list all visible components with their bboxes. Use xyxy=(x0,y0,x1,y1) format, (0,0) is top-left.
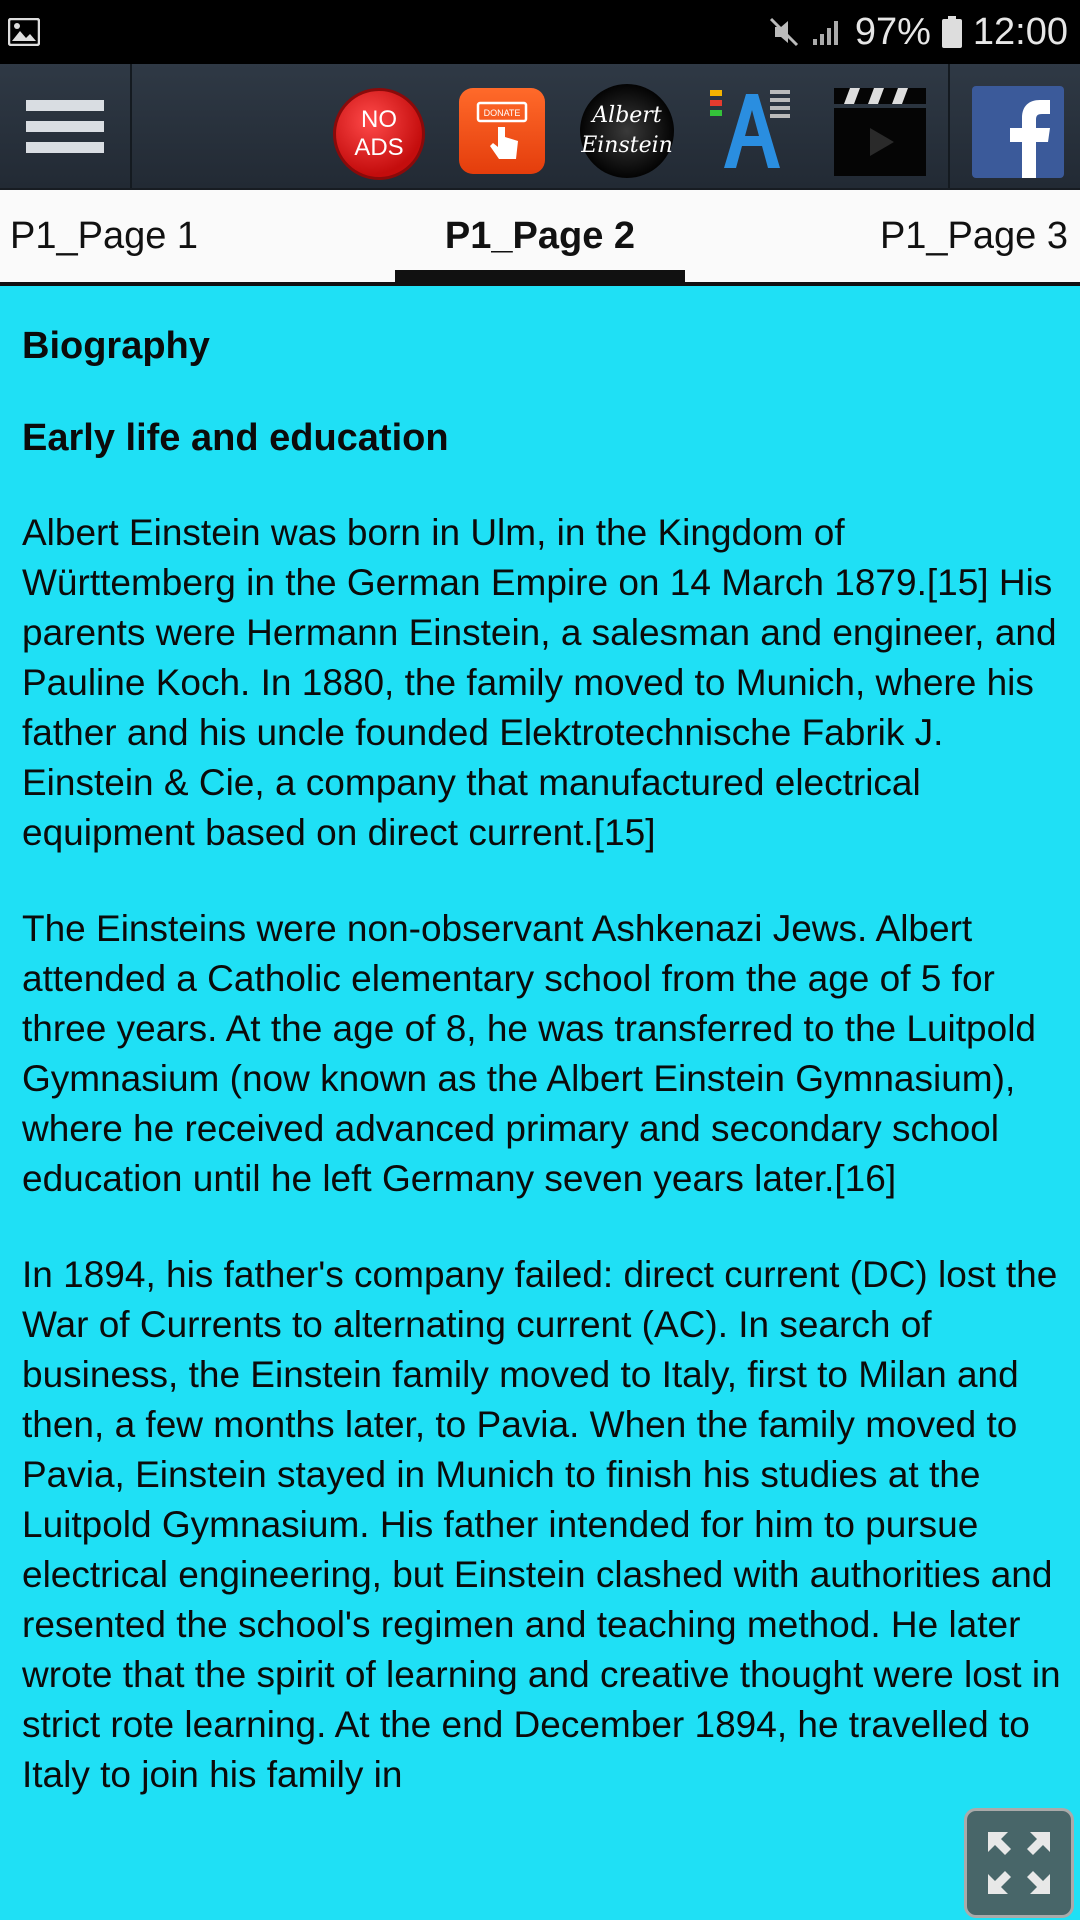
article-paragraph: In 1894, his father's company failed: direct current (DC) lost the War of Currents to alternating current (AC). In search of business, the Einstein family moved to Italy, first to Milan and then, a few months later, to Pavia. When the family moved to Pavia, Einstein stayed in Munich to finish his studies at the Luitpold Gymnasium. His father intended for him to pursue electrical engineering, but Einstein clashed with authorities and resented the school's regimen and teaching method. He later wrote that the spirit of learning and creative thought were lost in strict rote learning. At the end December 1894, he travelled to Italy to join his family in xyxy=(22,1254,1061,1795)
page-tabs xyxy=(0,190,1080,286)
gallery-icon xyxy=(8,18,40,46)
tab-page-1[interactable]: P1_Page 1 xyxy=(10,214,199,257)
toolbar-divider xyxy=(948,64,950,188)
article-content xyxy=(22,288,1062,1800)
menu-icon xyxy=(26,90,104,163)
video-clapper-icon[interactable] xyxy=(832,82,928,178)
expand-icon xyxy=(984,1828,1054,1898)
mute-icon xyxy=(767,15,801,49)
donate-label: DONATE xyxy=(483,108,521,118)
no-ads-label-2: ADS xyxy=(354,134,404,161)
facebook-button[interactable] xyxy=(972,86,1064,178)
selected-tab-indicator xyxy=(395,270,685,282)
signal-icon xyxy=(811,15,845,49)
tab-page-2[interactable]: P1_Page 2 xyxy=(444,214,636,257)
logo-line-2: Einstein xyxy=(581,133,673,158)
tab-page-3[interactable]: P1_Page 3 xyxy=(879,214,1068,257)
battery-icon xyxy=(941,15,963,49)
status-icons xyxy=(767,0,1068,64)
einstein-logo-button[interactable] xyxy=(580,84,674,178)
article-paragraph: The Einsteins were non-observant Ashkenazi Jews. Albert attended a Catholic elementary school from the age of 5 for three years. At the age of 8, he was transferred to the Luitpold Gymnasium (now known as the Albert Einstein Gymnasium), where he received advanced primary and secondary school education until he left Germany seven years later.[16] xyxy=(22,908,1037,1199)
clock: 12:00 xyxy=(972,10,1068,53)
battery-percent: 97% xyxy=(854,10,931,53)
status-bar xyxy=(0,0,1080,64)
article-subheading: Early life and education xyxy=(22,417,449,459)
no-ads-label-1: NO xyxy=(361,106,397,133)
facebook-icon xyxy=(972,86,1064,178)
menu-button[interactable] xyxy=(0,64,132,188)
font-size-icon[interactable] xyxy=(706,84,796,174)
donate-button[interactable] xyxy=(459,88,545,174)
article-heading: Biography xyxy=(22,325,210,367)
fullscreen-button[interactable] xyxy=(964,1808,1074,1918)
logo-line-1: Albert xyxy=(592,103,662,128)
donate-icon xyxy=(472,99,532,163)
no-ads-button[interactable] xyxy=(333,88,425,180)
article-paragraph: Albert Einstein was born in Ulm, in the Kingdom of Württemberg in the German Empire on 14 March 1879.[15] His parents were Hermann Einstein, a salesman and engineer, and Pauline Koch. In 1880, the family moved to Munich, where his father and his uncle founded Elektrotechnische Fabrik J. Einstein & Cie, a company that manufactured electrical equipment based on direct current.[15] xyxy=(22,512,1057,853)
